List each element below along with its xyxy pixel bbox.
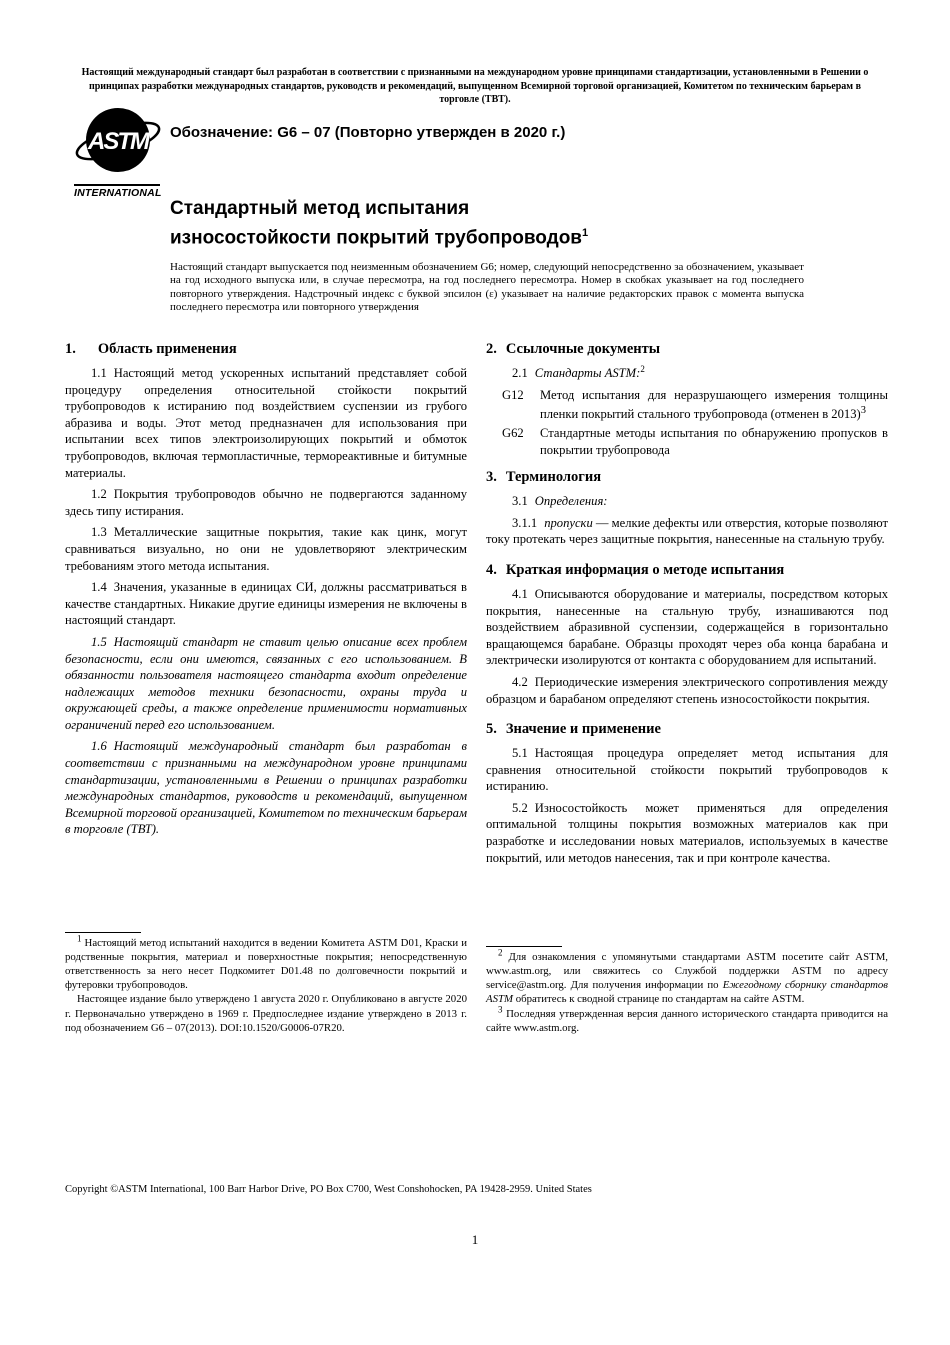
page-number: 1 xyxy=(471,1232,479,1247)
astm-logo-mark xyxy=(74,106,162,178)
section-2-heading: 2. Ссылочные документы xyxy=(486,341,661,357)
reference-code: G12 xyxy=(502,387,524,402)
document-title xyxy=(170,196,810,250)
footnote-3-marker: 3 xyxy=(860,405,866,417)
copyright-line: Copyright ©ASTM International, 100 Barr Harbor Drive, PO Box C700, West Conshohocken, PA 19428-2959. United States xyxy=(65,1184,592,1195)
footnote-3: $^3$ Последняя утвержденная версия данного исторического стандарта приводится на сайте www.astm.org. xyxy=(486,1004,888,1034)
footnote-2-marker: 2 xyxy=(640,363,645,374)
astm-international-label: INTERNATIONAL xyxy=(74,184,160,199)
paragraph-1-2: 1.2 Покрытия трубопроводов обычно не подвергаются заданному здесь типу истирания. xyxy=(65,487,467,518)
paragraph-1-4: 1.4 Значения, указанные в единицах СИ, должны рассматриваться в качестве стандартных. Никакие другие единицы измерения не включены в настоящий стандарт. xyxy=(65,580,467,628)
paragraph-3-1-1: 3.1.1 пропуски — мелкие дефекты или отверстия, которые позволяют току протекать через защитные покрытия, нанесенные на стальную трубу. xyxy=(486,515,888,547)
reference-g62 xyxy=(486,425,888,458)
paragraph-2-1: 2.1 Стандарты ASTM:$^2$ xyxy=(512,363,645,380)
designation-note: Настоящий стандарт выпускается под неизменным обозначением G6; номер, следующий непосредственно за обозначением, указывает на год исходного выпуска или, в случае пересмотра, на год последнего пересмотра. Номер в скобках указывает на год последнего повторного утверждения. Надстрочный индекс с буквой эпсилон (ε) указывает на наличие редакторских правок с момента выпуска последнего пересмотра или повторного утверждения xyxy=(170,261,804,314)
paragraph-1-5: 1.5 Настоящий стандарт не ставит целью описание всех проблем безопасности, если они имеются, связанных с его использованием. В обязанности пользователя настоящего стандарта входит определение надлежащих методов техники безопасности, охраны труда и окружающей среды, а также определение применимости нормативных ограничений перед его использованием. xyxy=(65,634,467,732)
two-column-body xyxy=(65,341,888,1035)
title-line-1: Стандартный метод испытания xyxy=(170,198,470,219)
reference-code: G62 xyxy=(502,425,524,440)
right-column xyxy=(486,341,888,1035)
section-4-heading: 4. Краткая информация о методе испытания xyxy=(486,561,785,578)
paragraph-1-3: 1.3 Металлические защитные покрытия, такие как цинк, могут сравниваться визуально, но они не удовлетворяют электрическим требованиям этого метода испытания. xyxy=(65,525,467,573)
astm-logo-text: ASTM xyxy=(88,128,148,155)
reference-g12 xyxy=(486,387,888,423)
standard-designation: Обозначение: G6 – 07 (Повторно утвержден в 2020 г.) xyxy=(170,124,566,141)
reference-title: Стандартные методы испытания по обнаружению пропусков в покрытии трубопровода xyxy=(540,425,888,457)
paragraph-5-2: 5.2 Износостойкость может применяться для определения оптимальной толщины покрытия возможных материалов как при разработке и исследовании новых материалов, используемых в качестве покрытий, или методов нанесения, так и при контроле качества. xyxy=(486,800,888,865)
astm-logo xyxy=(74,106,166,199)
footnote-1: $^1$ Настоящий метод испытаний находится в ведении Комитета ASTM D01, Краски и родственные покрытия, материал и поверхностные покрытия; непосредственную ответственность за него несет Подкомитет D01.48 по долговечности покрытий и футеровки трубопроводов. xyxy=(65,932,467,992)
paragraph-5-1: 5.1 Настоящая процедура определяет метод испытания для сравнения относительной стойкости покрытий трубопроводов к истиранию. xyxy=(486,746,888,794)
title-line-2: износостойкости покрытий трубопроводов$^1$ xyxy=(170,227,589,249)
footnote-2: $^2$ Для ознакомления с упомянутыми стандартами ASTM посетите сайт ASTM, www.astm.org, или свяжитесь со Службой поддержки ASTM по адресу service@astm.org. Для получения информации по Ежегодному сборнику стандартов ASTM обратитесь к сводной странице по стандартам на сайте ASTM. xyxy=(486,947,889,1006)
wto-tbt-notice: Настоящий международный стандарт был разработан в соответствии с признанными на международном уровне принципами стандартизации, установленными в Решении о принципах разработки международных стандартов, руководств и рекомендаций, выпущенном Всемирной торговой организацией, Комитетом по техническим барьерам в торговле (ТВТ). xyxy=(81,67,869,105)
reference-title: Метод испытания для неразрушающего измерения толщины пленки покрытий стального трубопровода (отменен в 2013)$^3$ xyxy=(540,387,888,422)
right-footnotes xyxy=(486,946,888,1035)
paragraph-3-1: 3.1 Определения: xyxy=(512,494,608,509)
title-footnote-marker: 1 xyxy=(582,227,589,239)
section-5-heading: 5. Значение и применение xyxy=(486,721,661,738)
paragraph-4-2: 4.2 Периодические измерения электрического сопротивления между образцом и барабаном определяют степень износостойкости покрытия. xyxy=(486,674,888,706)
section-3-heading: 3. Терминология xyxy=(486,469,602,486)
paragraph-4-1: 4.1 Описываются оборудование и материалы, посредством которых покрытия, нанесенные на стальную трубу, изнашиваются под воздействием абразивной суспензии, содержащейся в горизонтально вращающемся барабане. Образцы проходят через оба конца барабана и электрически изолируются от контакта с оборудованием для испытаний. xyxy=(486,586,888,668)
left-column xyxy=(65,341,467,1035)
paragraph-1-6: 1.6 Настоящий международный стандарт был разработан в соответствии с признанными на международном уровне принципами стандартизации, установленными в Решении о принципах разработки международных стандартов, руководств и рекомендаций, выпущенном Всемирной торговой организацией, Комитетом по техническим барьерам в торговле (ТВТ). xyxy=(65,739,467,837)
paragraph-1-1: 1.1 Настоящий метод ускоренных испытаний представляет собой процедуру определения относительной стойкости покрытий трубопроводов к истиранию под воздействием суспензии из грубого абразива и воды. Этот метод предназначен для использования при испытании всех типов электроизолирующих покрытий и обмоток трубопроводов, включая термопластичные, термореактивные и битумные материалы. xyxy=(65,366,467,480)
left-footnotes xyxy=(65,932,467,1035)
footnote-1-edition-history: Настоящее издание было утверждено 1 августа 2020 г. Опубликовано в августе 2020 г. Первоначально утверждено в 1969 г. Предпоследнее издание утверждено в 2013 г. под обозначением G6 – 07(2013). DOI:10.1520/G0006-07R20. xyxy=(65,993,467,1034)
section-1-heading: 1. Область применения xyxy=(65,341,237,357)
